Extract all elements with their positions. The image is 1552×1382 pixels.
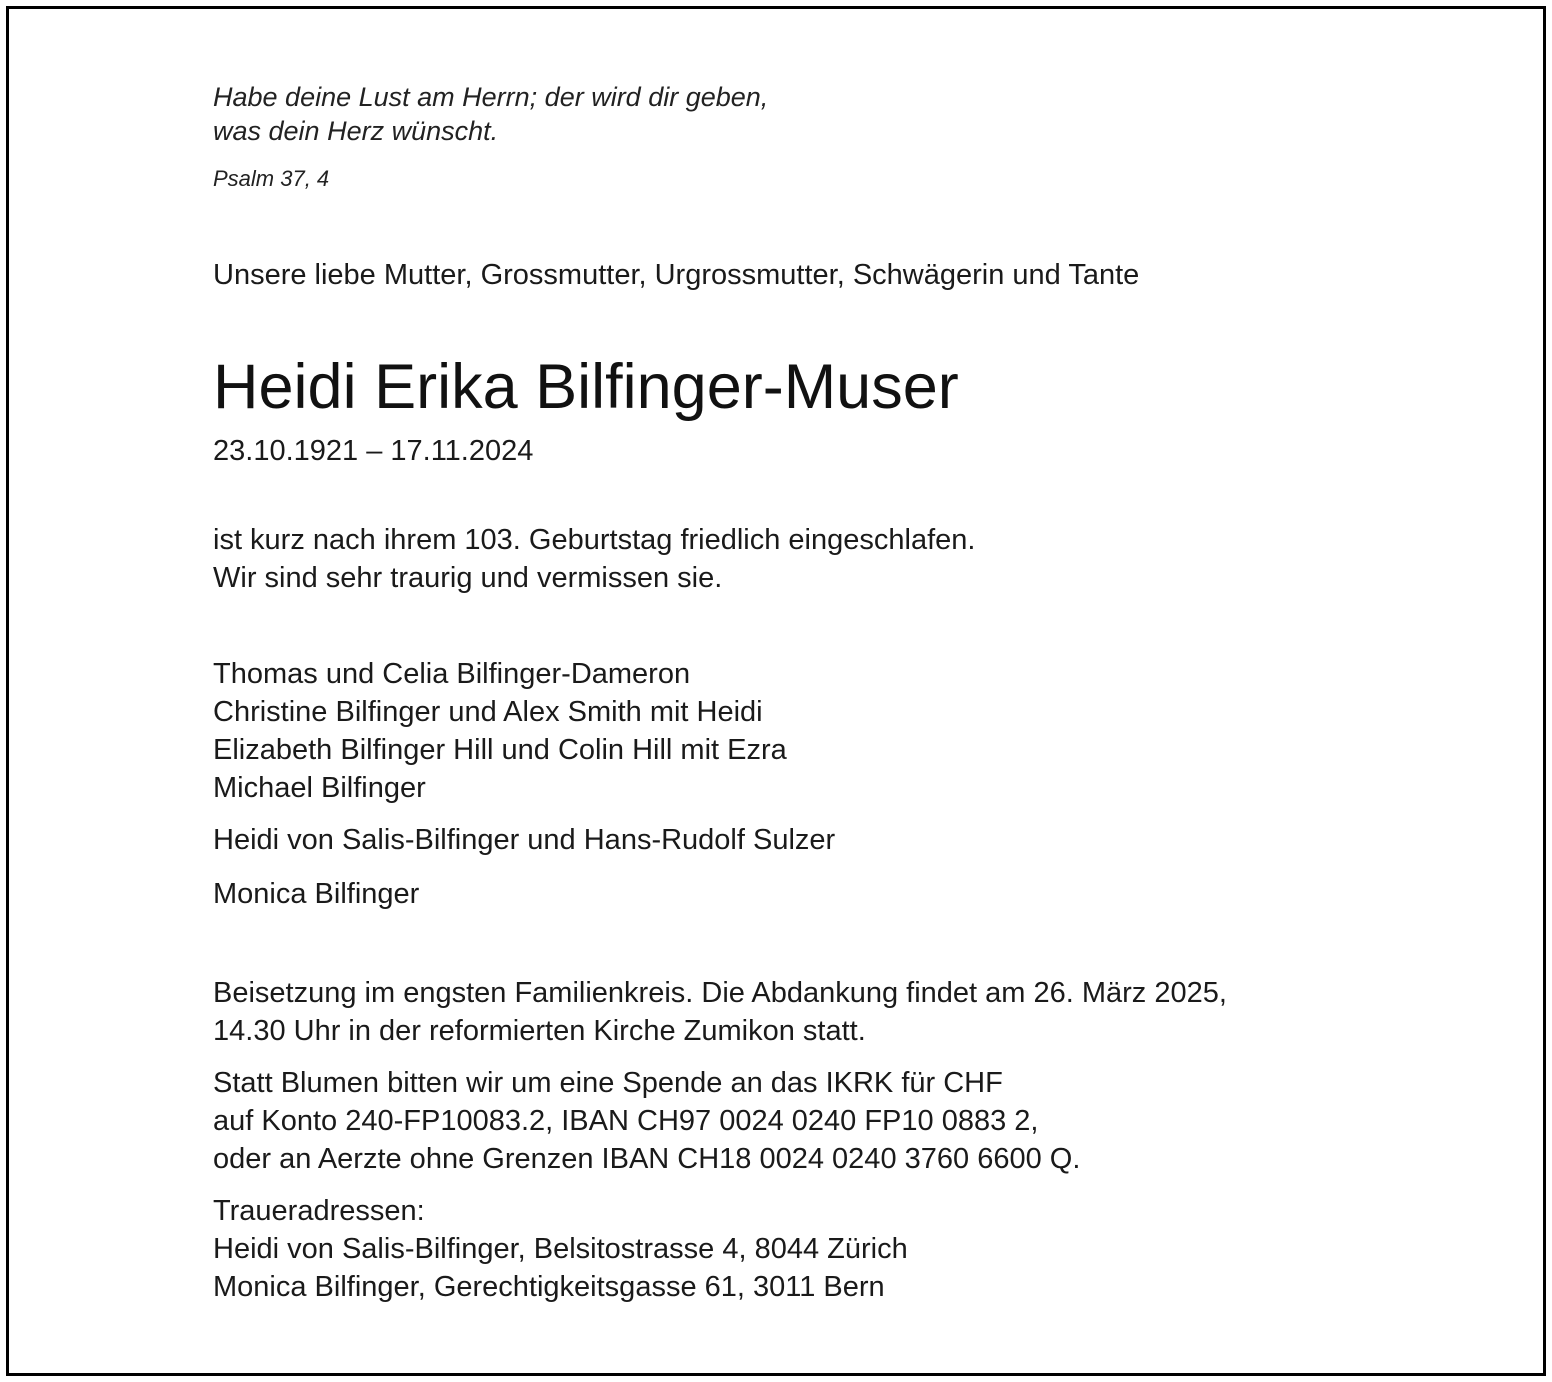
family-list (213, 655, 787, 807)
ceremony-line: Beisetzung im engsten Familienkreis. Die Abdankung findet am 26. März 2025, (213, 977, 1227, 1009)
verse-reference: Psalm 37, 4 (213, 166, 330, 191)
message-text (213, 521, 975, 597)
family-member: Elizabeth Bilfinger Hill und Colin Hill mit Ezra (213, 734, 787, 766)
address-line: Heidi von Salis-Bilfinger, Belsitostrasse 4, 8044 Zürich (213, 1233, 908, 1265)
intro-text: Unsere liebe Mutter, Grossmutter, Urgrossmutter, Schwägerin und Tante (213, 259, 1140, 291)
family-member: Heidi von Salis-Bilfinger und Hans-Rudolf Sulzer (213, 824, 836, 856)
bible-verse (213, 80, 768, 148)
donation-line: Statt Blumen bitten wir um eine Spende an das IKRK für CHF (213, 1067, 1003, 1099)
family-member: Michael Bilfinger (213, 772, 426, 804)
verse-line: Habe deine Lust am Herrn; der wird dir geben, (213, 82, 769, 112)
family-member: Monica Bilfinger (213, 878, 420, 910)
family-member: Christine Bilfinger und Alex Smith mit Heidi (213, 696, 763, 728)
mourning-addresses (213, 1192, 908, 1306)
donation-line: auf Konto 240-FP10083.2, IBAN CH97 0024 0240 FP10 0883 2, (213, 1105, 1039, 1137)
message-line: Wir sind sehr traurig und vermissen sie. (213, 562, 723, 594)
family-member: Thomas und Celia Bilfinger-Dameron (213, 658, 691, 690)
deceased-name: Heidi Erika Bilfinger-Muser (213, 352, 959, 422)
donation-line: oder an Aerzte ohne Grenzen IBAN CH18 0024 0240 3760 6600 Q. (213, 1143, 1081, 1175)
address-line: Monica Bilfinger, Gerechtigkeitsgasse 61, 3011 Bern (213, 1271, 885, 1303)
verse-line: was dein Herz wünscht. (213, 116, 499, 146)
message-line: ist kurz nach ihrem 103. Geburtstag friedlich eingeschlafen. (213, 524, 976, 556)
addresses-heading: Traueradressen: (213, 1195, 425, 1227)
ceremony-info (213, 974, 1227, 1050)
ceremony-line: 14.30 Uhr in der reformierten Kirche Zumikon statt. (213, 1015, 866, 1047)
donation-info (213, 1064, 1080, 1178)
life-dates: 23.10.1921 – 17.11.2024 (213, 435, 534, 467)
